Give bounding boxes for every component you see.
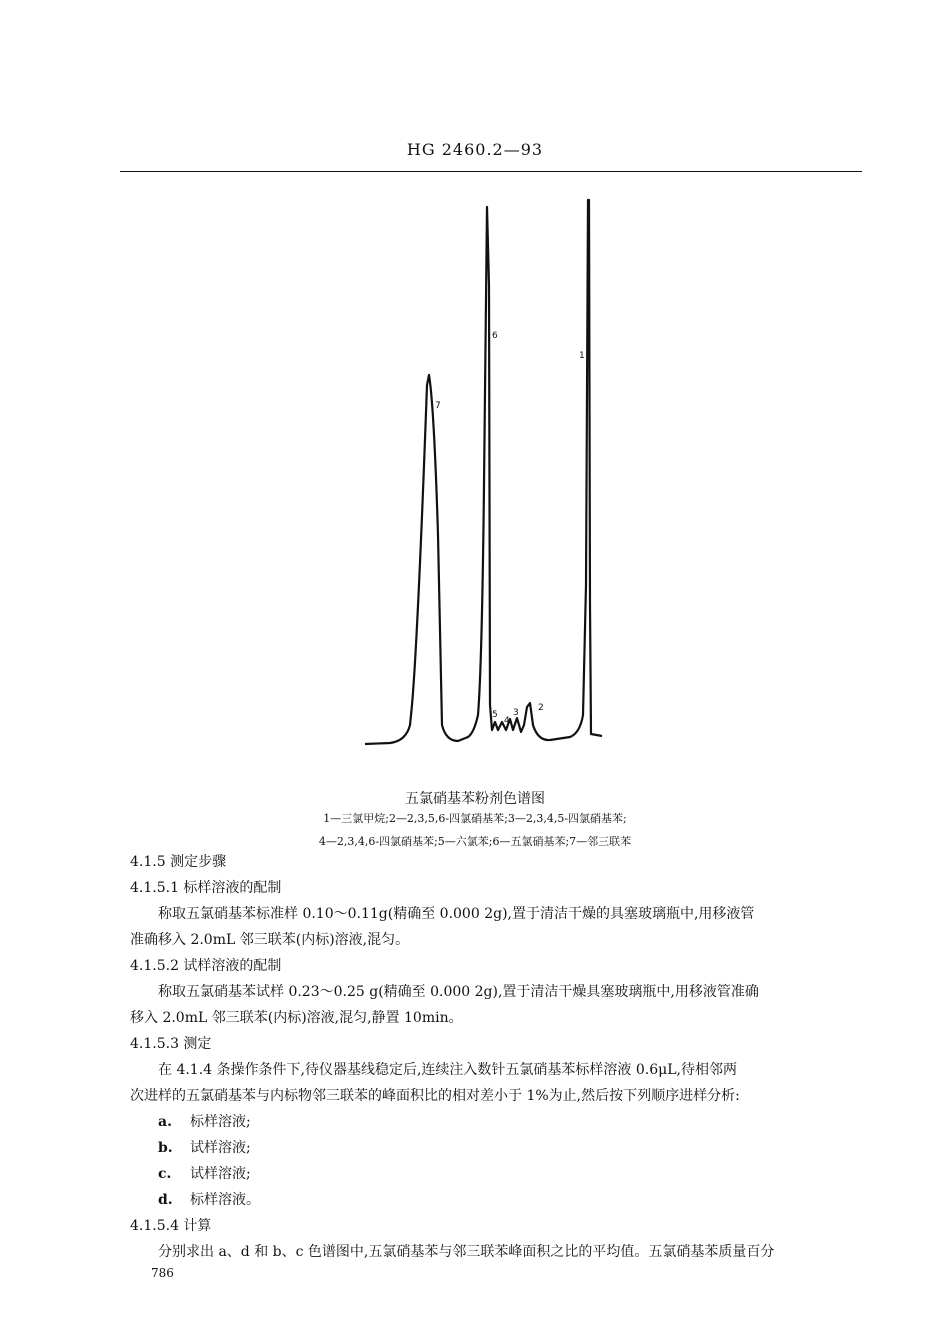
section-heading-4-1-5-1: 4.1.5.1 标样溶液的配制 — [130, 880, 282, 896]
figure-title: 五氯硝基苯粉剂色谱图 — [405, 791, 545, 807]
section-heading-4-1-5-3: 4.1.5.3 测定 — [130, 1036, 212, 1052]
paragraph-line: 分别求出 a、d 和 b、c 色谱图中,五氯硝基苯与邻三联苯峰面积之比的平均值。五氯硝基苯质量百分 — [158, 1244, 775, 1260]
figure-legend-line: 1—三氯甲烷;2—2,3,5,6-四氯硝基苯;3—2,3,4,5-四氯硝基苯; — [323, 812, 627, 825]
figure-legend-line: 4—2,3,4,6-四氯硝基苯;5—六氯苯;6—五氯硝基苯;7—邻三联苯 — [318, 835, 632, 848]
list-item-text: 试样溶液; — [190, 1140, 251, 1156]
section-heading-4-1-5-4: 4.1.5.4 计算 — [130, 1218, 212, 1234]
peak-label-4: 4 — [504, 716, 510, 726]
chromatogram-trace — [365, 200, 602, 744]
header-rule — [120, 171, 862, 172]
section-heading-4-1-5-2: 4.1.5.2 试样溶液的配制 — [130, 958, 282, 974]
peak-label-5: 5 — [492, 710, 498, 720]
list-item — [158, 1189, 260, 1209]
paragraph-line: 移入 2.0mL 邻三联苯(内标)溶液,混匀,静置 10min。 — [130, 1010, 463, 1026]
list-item-text: 标样溶液; — [190, 1114, 251, 1130]
paragraph-line: 次进样的五氯硝基苯与内标物邻三联苯的峰面积比的相对差小于 1%为止,然后按下列顺序进样分析: — [130, 1088, 740, 1104]
chromatogram-figure — [350, 185, 650, 765]
paragraph-line: 称取五氯硝基苯标准样 0.10～0.11g(精确至 0.000 2g),置于清洁干燥的具塞玻璃瓶中,用移液管 — [158, 906, 755, 922]
list-item-label: c. — [158, 1166, 172, 1182]
document-header: HG 2460.2—93 — [406, 140, 544, 159]
peak-label-3: 3 — [513, 708, 519, 718]
page-number: 786 — [151, 1266, 174, 1280]
list-item-label: b. — [158, 1140, 173, 1156]
peak-label-7: 7 — [435, 401, 441, 411]
list-item — [158, 1137, 251, 1157]
list-item-text: 标样溶液。 — [190, 1192, 260, 1208]
peak-label-6: 6 — [492, 331, 498, 341]
section-heading-4-1-5: 4.1.5 测定步骤 — [130, 854, 227, 870]
paragraph-line: 在 4.1.4 条操作条件下,待仪器基线稳定后,连续注入数针五氯硝基苯标样溶液 0.6μL,待相邻两 — [158, 1062, 737, 1078]
list-item — [158, 1111, 251, 1131]
list-item — [158, 1163, 251, 1183]
peak-label-1: 1 — [579, 351, 585, 361]
paragraph-line: 准确移入 2.0mL 邻三联苯(内标)溶液,混匀。 — [130, 932, 410, 948]
paragraph-line: 称取五氯硝基苯试样 0.23～0.25 g(精确至 0.000 2g),置于清洁干燥具塞玻璃瓶中,用移液管准确 — [158, 984, 759, 1000]
list-item-label: d. — [158, 1192, 173, 1208]
list-item-text: 试样溶液; — [190, 1166, 251, 1182]
peak-label-2: 2 — [538, 703, 544, 713]
list-item-label: a. — [158, 1114, 172, 1130]
